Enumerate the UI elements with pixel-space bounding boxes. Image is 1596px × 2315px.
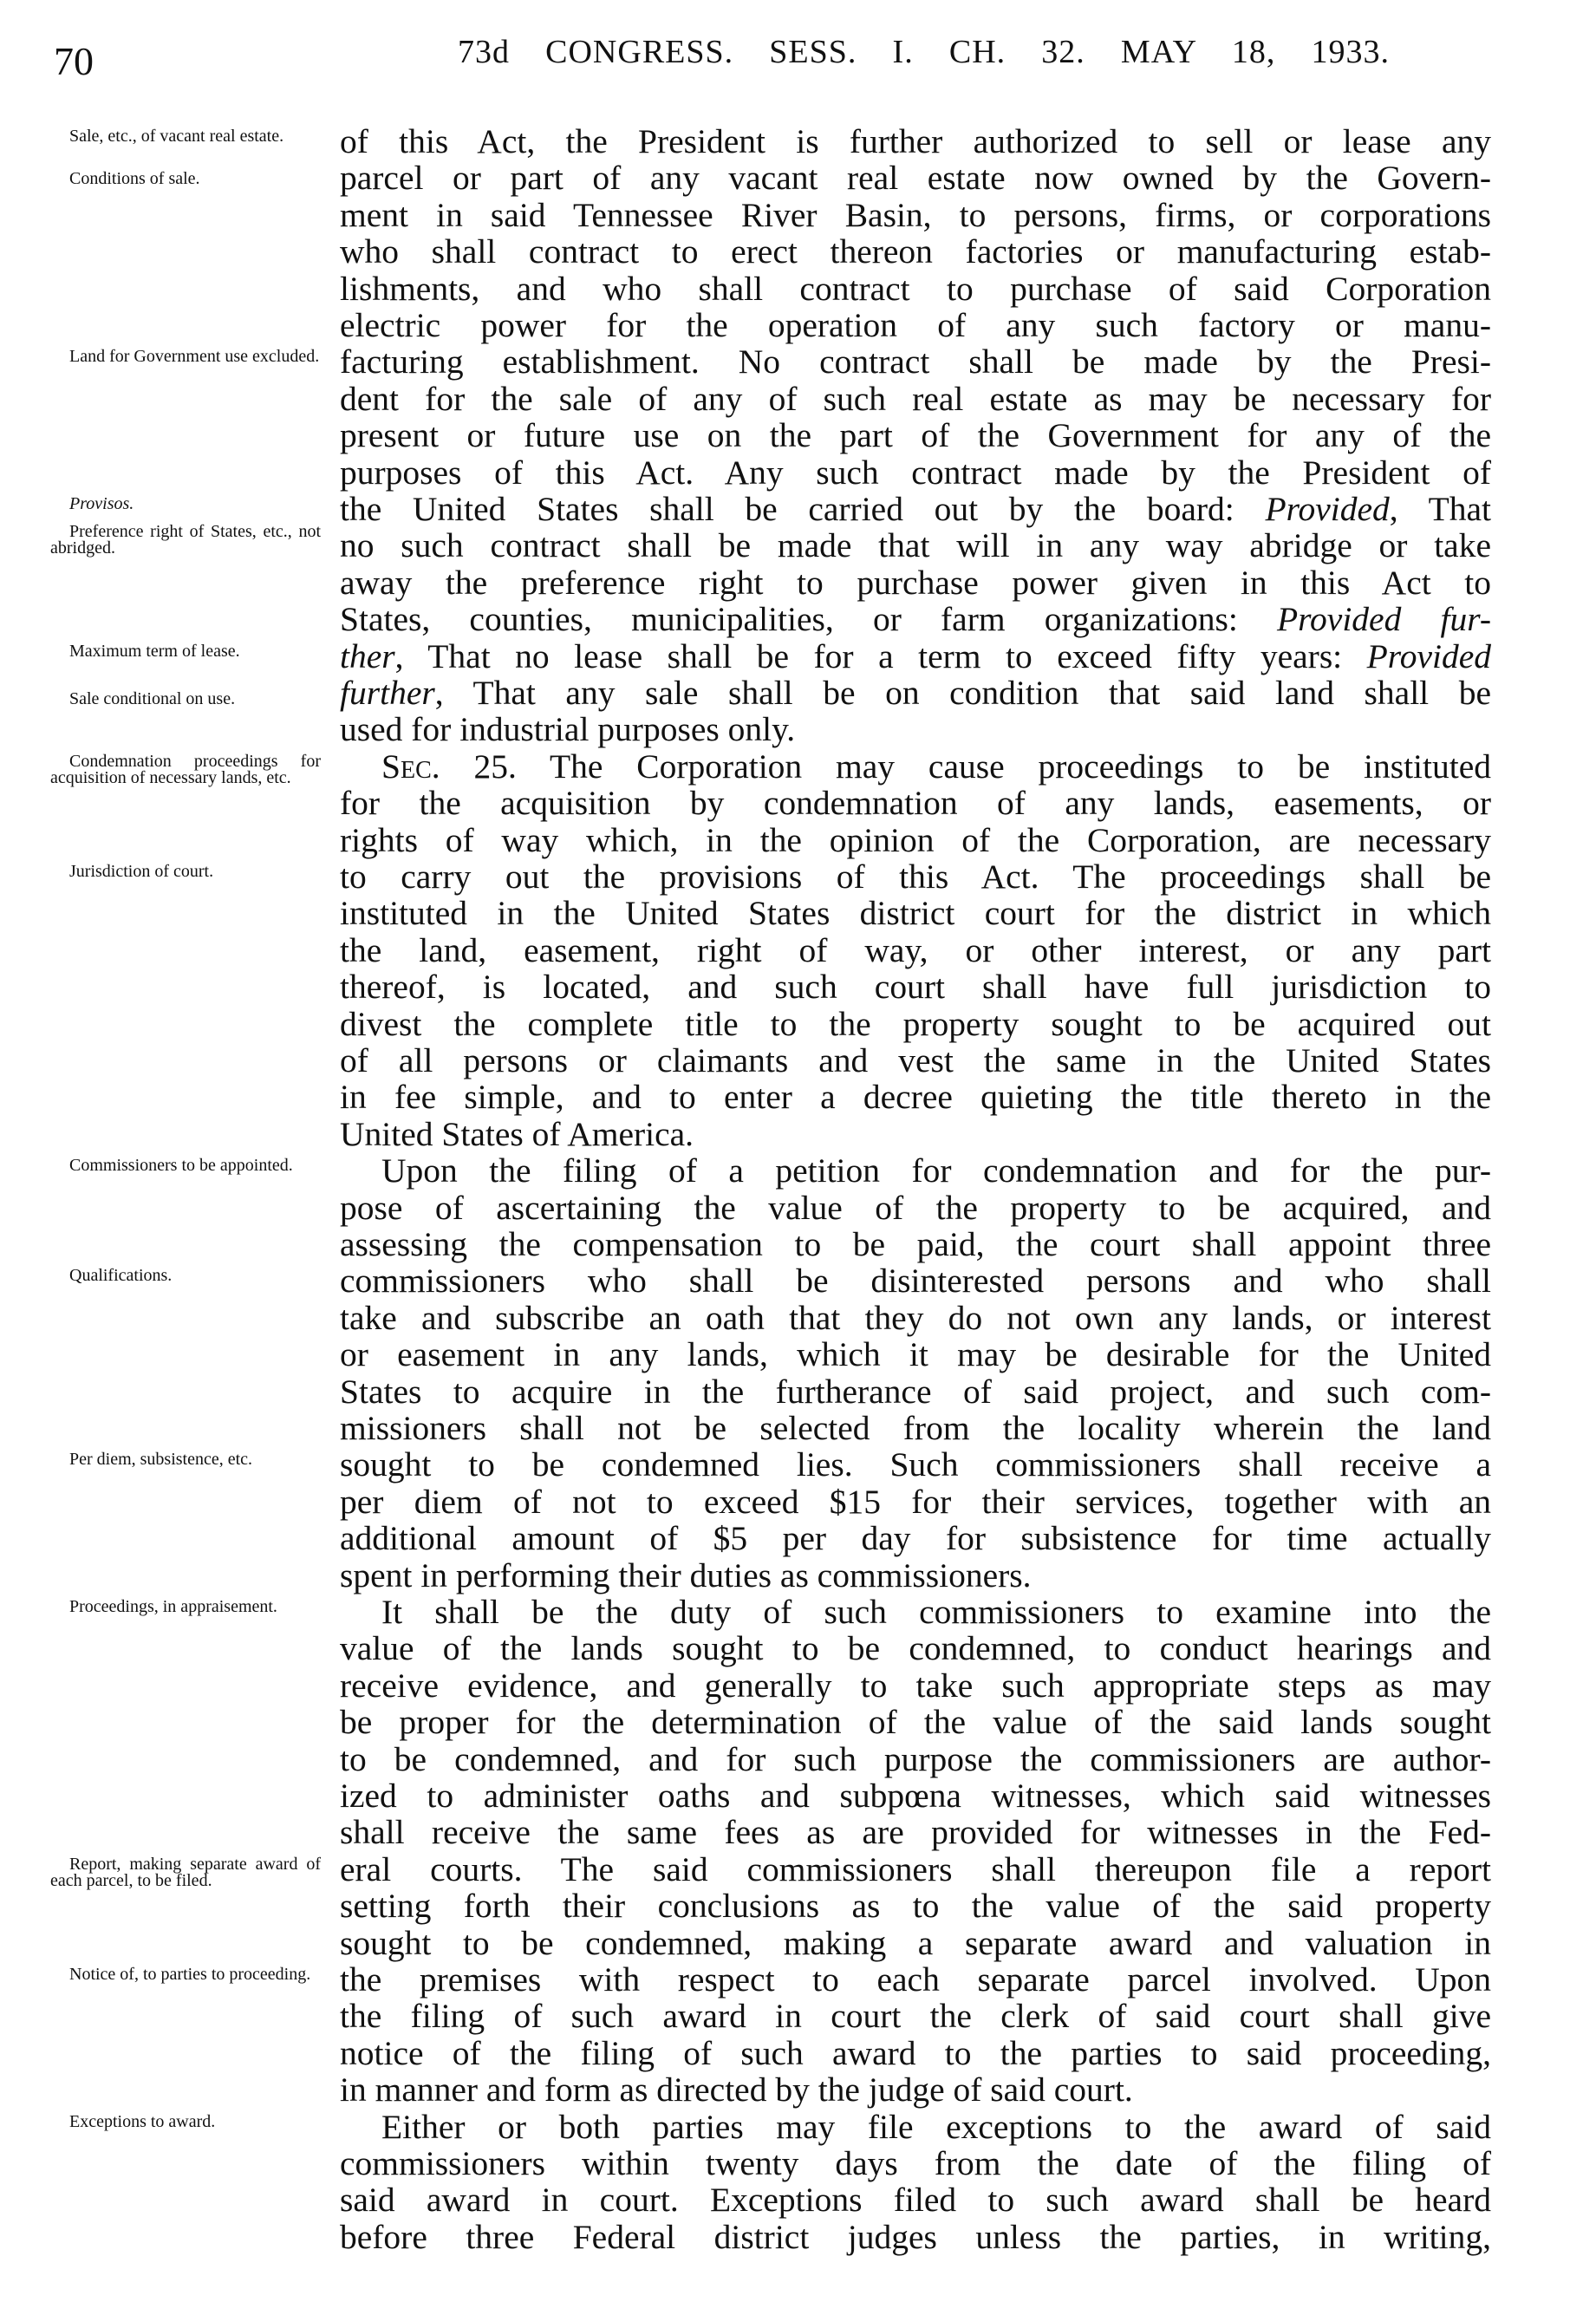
text-span: receive evidence, and generally to take such appropriate steps as may: [340, 1666, 1491, 1705]
text-line: [340, 1410, 1491, 1446]
text-line: [340, 1998, 1491, 2034]
text-line: [340, 2181, 1491, 2218]
text-span: 25. The Corporation may cause proceedings to be instituted: [440, 747, 1491, 786]
text-span: value of the lands sought to be condemned, to conduct hearings and: [340, 1629, 1491, 1668]
text-span: shall receive the same fees as are provided for witnesses in the Fed-: [340, 1813, 1491, 1852]
margin-note: Exceptions to award.: [69, 2111, 216, 2131]
text-line: [340, 271, 1491, 307]
margin-note: Jurisdiction of court.: [69, 862, 214, 881]
text-span: Sec.: [381, 747, 440, 786]
text-line: [340, 2035, 1491, 2071]
text-span: setting forth their conclusions as to the value of the said property: [340, 1887, 1491, 1926]
text-line: [340, 1226, 1491, 1262]
text-span: sought to be condemned lies. Such commissioners shall receive a: [340, 1445, 1491, 1484]
text-span: Upon the filing of a petition for condemnation and for the pur-: [381, 1151, 1491, 1190]
margin-note: Conditions of sale.: [69, 168, 200, 188]
text-span: present or future use on the part of the Government for any of the: [340, 416, 1491, 455]
text-span: , That any sale shall be on condition that said land shall be: [434, 674, 1491, 712]
text-line: [340, 1300, 1491, 1336]
text-line: [381, 2109, 1491, 2145]
text-span: eral courts. The said commissioners shall thereupon file a report: [340, 1849, 1491, 1888]
text-line: [340, 1042, 1491, 1079]
text-line: [340, 417, 1491, 453]
text-span: of all persons or claimants and vest the same in the United States: [340, 1041, 1491, 1079]
text-line: [340, 895, 1491, 931]
text-line: [340, 123, 1491, 160]
text-line: [340, 1888, 1491, 1924]
text-span: spent in performing their duties as commissioners.: [340, 1555, 1032, 1594]
margin-note: Report, making separate award of each parcel, to be filed.: [50, 1854, 321, 1890]
text-span: who shall contract to erect thereon factories or manufacturing estab-: [340, 232, 1491, 271]
text-line: [340, 1484, 1491, 1520]
text-span: in manner and form as directed by the judge of said court.: [340, 2070, 1133, 2110]
text-line: [340, 601, 1491, 637]
text-line: [340, 1667, 1491, 1704]
text-line: [340, 1190, 1491, 1226]
text-span: electric power for the operation of any such factory or manu-: [340, 306, 1491, 344]
text-line: [340, 711, 1491, 747]
text-line: [340, 454, 1491, 491]
margin-note: Sale, etc., of vacant real estate.: [69, 127, 284, 146]
text-span: missioners shall not be selected from the locality wherein the land: [340, 1409, 1491, 1447]
margin-note: Per diem, subsistence, etc.: [69, 1450, 253, 1470]
text-span: rights of way which, in the opinion of the Corporation, are necessary: [340, 820, 1491, 859]
text-line: [340, 1520, 1491, 1556]
text-span: take and subscribe an oath that they do not own any lands, or interest: [340, 1298, 1491, 1337]
text-span: , That: [1389, 490, 1491, 528]
italic-text: ther: [340, 636, 395, 675]
text-span: to carry out the provisions of this Act. The proceedings shall be: [340, 858, 1491, 896]
text-line: [381, 1152, 1491, 1189]
text-span: commissioners who shall be disinterested persons and who shall: [340, 1262, 1491, 1301]
text-line: [340, 527, 1491, 564]
text-span: It shall be the duty of such commissioners to examine into the: [381, 1593, 1491, 1631]
text-line: [340, 197, 1491, 233]
text-line: [340, 1079, 1491, 1115]
text-line: [340, 1006, 1491, 1042]
text-span: Either or both parties may file exceptions to the award of said: [381, 2107, 1491, 2146]
text-line: [340, 932, 1491, 968]
text-line: [340, 307, 1491, 343]
text-line: [340, 2145, 1491, 2181]
text-line: [340, 675, 1491, 711]
margin-note: Sale conditional on use.: [69, 688, 236, 708]
italic-text: Provided: [1366, 636, 1491, 675]
text-line: [340, 785, 1491, 821]
text-span: ized to administer oaths and subpœna witnesses, which said witnesses: [340, 1777, 1491, 1815]
text-span: thereof, is located, and such court shall have full jurisdiction to: [340, 968, 1491, 1007]
running-head: 73d CONGRESS. SESS. I. CH. 32. MAY 18, 1933.: [458, 34, 1390, 70]
margin-note: Qualifications.: [69, 1266, 173, 1286]
text-line: [340, 1116, 1491, 1152]
text-span: sought to be condemned, making a separate award and valuation in: [340, 1923, 1491, 1962]
text-line: [340, 968, 1491, 1005]
text-span: States, counties, municipalities, or farm organizations:: [340, 600, 1278, 639]
text-line: [340, 1777, 1491, 1814]
text-span: said award in court. Exceptions filed to such award shall be heard: [340, 2181, 1491, 2220]
text-line: [340, 491, 1491, 527]
text-span: commissioners within twenty days from the date of the filing of: [340, 2144, 1491, 2182]
text-span: the premises with respect to each separate parcel involved. Upon: [340, 1960, 1491, 1999]
italic-text: Provided fur-: [1277, 600, 1491, 639]
text-line: [340, 858, 1491, 895]
text-line: [340, 2219, 1491, 2255]
text-span: pose of ascertaining the value of the property to be acquired, and: [340, 1188, 1491, 1227]
text-span: for the acquisition by condemnation of any lands, easements, or: [340, 784, 1491, 823]
text-line: [340, 1704, 1491, 1740]
margin-note: Condemnation proceedings for acquisition of necessary lands, etc.: [50, 751, 321, 787]
text-span: the United States shall be carried out by the board:: [340, 490, 1266, 528]
margin-note: Provisos.: [69, 494, 134, 513]
text-span: notice of the filing of such award to the parties to said proceeding,: [340, 2033, 1491, 2072]
text-span: before three Federal district judges unless the parties, in writing,: [340, 2217, 1491, 2256]
text-line: [381, 1594, 1491, 1630]
italic-text: Provided: [1265, 490, 1390, 528]
text-span: the filing of such award in court the clerk of said court shall give: [340, 1997, 1491, 2036]
text-line: [340, 1961, 1491, 1998]
text-line: [340, 381, 1491, 417]
text-span: assessing the compensation to be paid, the court shall appoint three: [340, 1225, 1491, 1263]
text-span: away the preference right to purchase power given in this Act to: [340, 563, 1491, 602]
text-span: States to acquire in the furtherance of said project, and such com-: [340, 1372, 1491, 1411]
text-line: [340, 233, 1491, 270]
text-span: no such contract shall be made that will in any way abridge or take: [340, 526, 1491, 565]
text-span: per diem of not to exceed $15 for their services, together with an: [340, 1482, 1491, 1521]
text-span: instituted in the United States district court for the district in which: [340, 894, 1491, 933]
margin-note: Commissioners to be appointed.: [69, 1156, 293, 1176]
text-span: lishments, and who shall contract to purchase of said Corporation: [340, 269, 1491, 308]
text-span: purposes of this Act. Any such contract made by the President of: [340, 453, 1491, 492]
text-line: [340, 638, 1491, 675]
text-span: or easement in any lands, which it may be desirable for the United: [340, 1335, 1491, 1374]
text-line: [340, 1373, 1491, 1410]
text-line: [340, 1557, 1491, 1594]
text-span: used for industrial purposes only.: [340, 710, 796, 749]
text-span: additional amount of $5 per day for subsistence for time actually: [340, 1519, 1491, 1558]
text-line: [340, 1446, 1491, 1483]
text-span: in fee simple, and to enter a decree quieting the title thereto in the: [340, 1078, 1491, 1117]
margin-note: Preference right of States, etc., not abridged.: [50, 521, 321, 558]
italic-text: further: [340, 674, 435, 712]
text-span: divest the complete title to the property sought to be acquired out: [340, 1004, 1491, 1043]
margin-note: Notice of, to parties to proceeding.: [69, 1965, 311, 1984]
text-span: , That no lease shall be for a term to exceed fifty years:: [394, 636, 1367, 675]
text-span: ment in said Tennessee River Basin, to persons, firms, or corporations: [340, 195, 1491, 234]
text-span: facturing establishment. No contract shall be made by the Presi-: [340, 342, 1491, 381]
text-line: [340, 343, 1491, 380]
text-line: [340, 1741, 1491, 1777]
text-line: [340, 1851, 1491, 1888]
text-line: [381, 748, 1491, 785]
text-span: parcel or part of any vacant real estate now owned by the Govern-: [340, 159, 1491, 198]
text-span: the land, easement, right of way, or other interest, or any part: [340, 930, 1491, 969]
text-line: [340, 2071, 1491, 2108]
text-line: [340, 160, 1491, 196]
text-line: [340, 1262, 1491, 1299]
margin-note: Maximum term of lease.: [69, 641, 240, 661]
text-span: United States of America.: [340, 1114, 694, 1153]
text-line: [340, 822, 1491, 858]
text-line: [340, 1925, 1491, 1961]
text-span: dent for the sale of any of such real estate as may be necessary for: [340, 379, 1491, 418]
text-span: be proper for the determination of the value of the said lands sought: [340, 1703, 1491, 1742]
text-span: of this Act, the President is further authorized to sell or lease any: [340, 122, 1491, 160]
page-number: 70: [54, 39, 94, 83]
text-line: [340, 1630, 1491, 1666]
margin-note: Proceedings, in appraisement.: [69, 1597, 277, 1616]
text-span: to be condemned, and for such purpose the commissioners are author-: [340, 1739, 1491, 1778]
text-line: [340, 1336, 1491, 1373]
text-line: [340, 564, 1491, 601]
margin-note: Land for Government use excluded.: [69, 347, 320, 367]
text-line: [340, 1814, 1491, 1850]
